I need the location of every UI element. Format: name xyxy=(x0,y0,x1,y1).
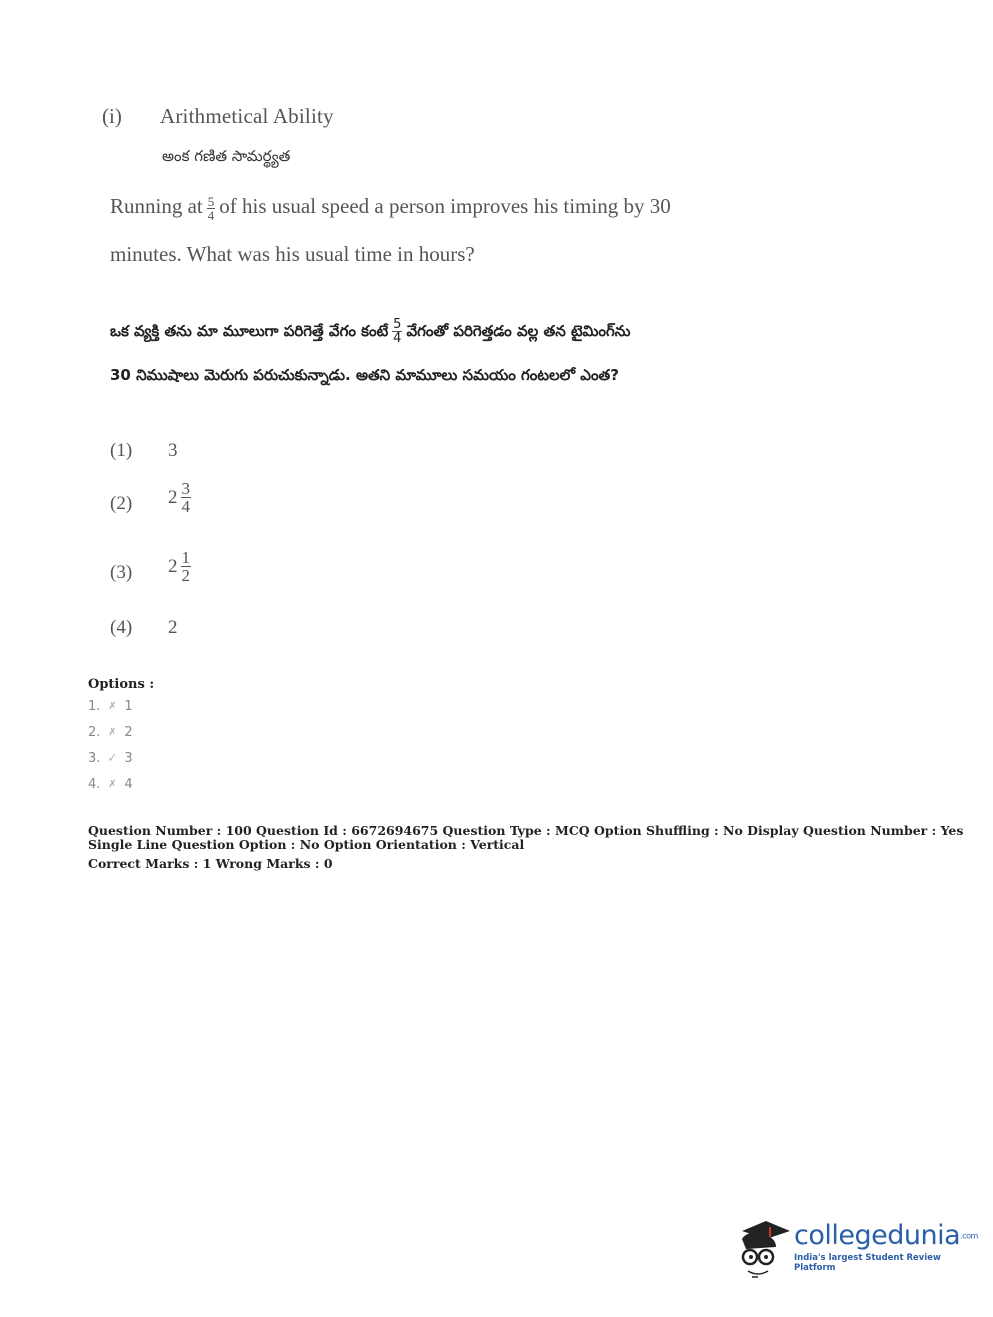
logo-tagline: India's largest Student Review Platform xyxy=(794,1253,941,1274)
fraction-denominator: 4 xyxy=(207,207,215,223)
answer-option-value xyxy=(168,480,195,515)
fraction-numerator: 1 xyxy=(181,548,190,567)
telugu-text-before-fraction: ఒక వ్యక్తి తను మా మూలుగా పరిగెత్తే వేగం కంటే xyxy=(110,322,389,340)
option-index: 2. xyxy=(88,725,101,740)
mixed-fraction xyxy=(181,480,192,515)
option-value: 1 xyxy=(124,699,133,714)
telugu-question-line-2: 30 నిముషాలు మెరుగు పరుచుకున్నాడు. అతని మామూలు సమయం గంటలలో ఎంత? xyxy=(110,366,619,384)
mixed-fraction xyxy=(181,549,192,584)
option-row xyxy=(88,777,133,792)
mixed-whole: 2 xyxy=(168,555,178,577)
wrong-icon: ✗ xyxy=(108,701,117,712)
question-line-2: minutes. What was his usual time in hours? xyxy=(110,242,475,266)
question-line-1 xyxy=(110,194,671,222)
option-index: 1. xyxy=(88,699,101,714)
section-title: Arithmetical Ability xyxy=(160,104,334,128)
mixed-whole: 2 xyxy=(168,486,178,508)
fraction-numerator: 3 xyxy=(181,479,190,498)
graduate-mascot-icon xyxy=(736,1217,790,1277)
option-value: 4 xyxy=(124,777,133,792)
logo-name: collegedunia xyxy=(794,1219,961,1251)
mixed-number xyxy=(168,480,195,515)
question-text-before-fraction: Running at xyxy=(110,194,203,218)
question-meta-line-3: Correct Marks : 1 Wrong Marks : 0 xyxy=(88,856,333,871)
question-text-after-fraction: of his usual speed a person improves his timing by 30 xyxy=(219,194,671,218)
fraction-denominator: 2 xyxy=(181,566,190,585)
option-row xyxy=(88,751,133,766)
fraction-denominator: 4 xyxy=(181,497,190,516)
option-value: 2 xyxy=(124,725,133,740)
fraction-numerator: 5 xyxy=(207,193,215,209)
check-icon: ✓ xyxy=(106,751,118,766)
logo-wordmark xyxy=(794,1221,978,1252)
telugu-question-line-1 xyxy=(110,318,630,345)
logo-suffix: .com xyxy=(960,1231,978,1241)
telugu-text-after-fraction: వేగంతో పరిగెత్తడం వల్ల తన టైమింగ్‌ను xyxy=(406,322,631,340)
telugu-question-fraction xyxy=(392,318,402,345)
option-row xyxy=(88,699,133,714)
options-heading: Options : xyxy=(88,677,155,692)
fraction-denominator: 4 xyxy=(393,331,402,346)
wrong-icon: ✗ xyxy=(108,727,117,738)
option-index: 4. xyxy=(88,777,101,792)
answer-option-value xyxy=(168,549,195,584)
option-row xyxy=(88,725,133,740)
fraction-numerator: 5 xyxy=(393,317,402,332)
answer-option-label: (2) xyxy=(110,493,133,514)
answer-option-label: (4) xyxy=(110,617,133,638)
mixed-number xyxy=(168,549,195,584)
section-title-telugu: అంక గణిత సామర్థ్యత xyxy=(162,147,291,165)
question-meta-line-1: Question Number : 100 Question Id : 6672694675 Question Type : MCQ Option Shuffling : No Display Question Number : Yes xyxy=(88,823,964,838)
question-meta-line-2: Single Line Question Option : No Option Orientation : Vertical xyxy=(88,837,525,852)
answer-option-value: 3 xyxy=(168,440,178,461)
option-value: 3 xyxy=(124,751,133,766)
option-index: 3. xyxy=(88,751,101,766)
answer-option-value: 2 xyxy=(168,617,178,638)
logo-text xyxy=(794,1221,978,1274)
answer-option-label: (1) xyxy=(110,440,133,461)
wrong-icon: ✗ xyxy=(108,779,117,790)
collegedunia-logo[interactable] xyxy=(736,1212,978,1282)
question-fraction xyxy=(207,195,216,222)
answer-option-label: (3) xyxy=(110,562,133,583)
section-number: (i) xyxy=(102,104,122,128)
